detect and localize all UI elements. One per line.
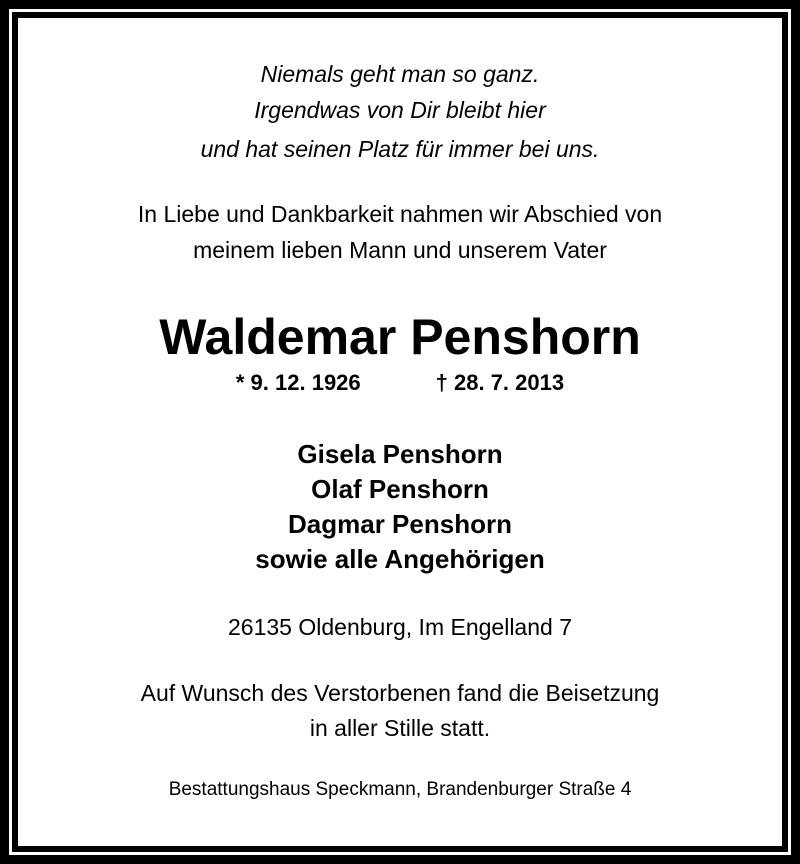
verse-line: Irgendwas von Dir bleibt hier <box>254 97 546 123</box>
life-dates <box>0 370 800 396</box>
intro-line: In Liebe und Dankbarkeit nahmen wir Abschied von <box>137 201 663 227</box>
verse-line: Niemals geht man so ganz. <box>260 61 540 87</box>
intro-line: meinem lieben Mann und unserem Vater <box>193 237 607 263</box>
birth-date: * 9. 12. 1926 <box>235 370 361 395</box>
notice-line: in aller Stille statt. <box>309 715 491 741</box>
funeral-home: Bestattungshaus Speckmann, Brandenburger Straße 4 <box>168 779 632 800</box>
mourner: Dagmar Penshorn <box>288 509 512 539</box>
notice-line: Auf Wunsch des Verstorbenen fand die Beisetzung <box>140 680 660 706</box>
deceased-name: Waldemar Penshorn <box>159 309 641 365</box>
mourner: Olaf Penshorn <box>311 474 489 504</box>
mourner: sowie alle Angehörigen <box>255 544 545 574</box>
death-date: † 28. 7. 2013 <box>435 370 565 395</box>
verse-line: und hat seinen Platz für immer bei uns. <box>200 136 600 162</box>
mourner: Gisela Penshorn <box>297 439 503 469</box>
address: 26135 Oldenburg, Im Engelland 7 <box>228 614 572 640</box>
